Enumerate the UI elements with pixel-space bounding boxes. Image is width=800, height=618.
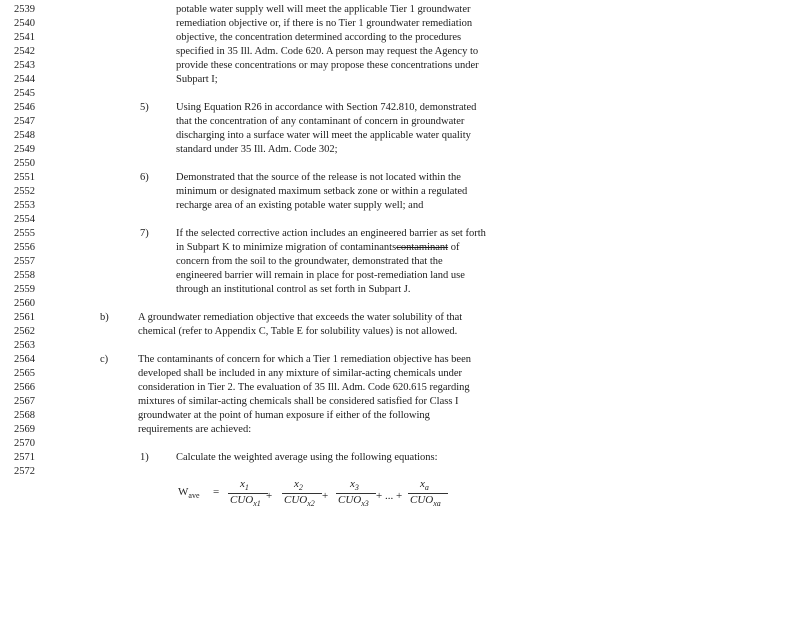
line-number: 2551: [14, 172, 35, 183]
text-line: Subpart I;: [176, 74, 218, 85]
text-line: Calculate the weighted average using the following equations:: [176, 452, 438, 463]
line-number: 2563: [14, 340, 35, 351]
line-number: 2549: [14, 144, 35, 155]
ellipsis-operator: + ... +: [376, 490, 403, 502]
line-number: 2555: [14, 228, 35, 239]
text-line: potable water supply well will meet the applicable Tier 1 groundwater: [176, 4, 471, 15]
text-line: minimum or designated maximum setback zone or within a regulated: [176, 186, 468, 197]
equals-sign: =: [213, 486, 220, 498]
line-number: 2572: [14, 466, 35, 477]
line-number: 2541: [14, 32, 35, 43]
line-number: 2558: [14, 270, 35, 281]
text-line: standard under 35 Ill. Adm. Code 302;: [176, 144, 338, 155]
line-number: 2552: [14, 186, 35, 197]
line-number: 2565: [14, 368, 35, 379]
line-number: 2548: [14, 130, 35, 141]
text-line: specified in 35 Ill. Adm. Code 620. A person may request the Agency to: [176, 46, 479, 57]
plus-operator: +: [322, 490, 329, 502]
text-line: developed shall be included in any mixture of similar-acting chemicals under: [138, 368, 463, 379]
term-2-denominator: $CUO_{x2}$: [284, 494, 315, 509]
text-line: A groundwater remediation objective that exceeds the water solubility of that: [138, 312, 463, 323]
term-3-denominator: $CUO_{x3}$: [338, 494, 369, 509]
text-line: that the concentration of any contaminant of concern in groundwater: [176, 116, 465, 127]
text-line: requirements are achieved:: [138, 424, 252, 435]
line-number: 2559: [14, 284, 35, 295]
line-number: 2568: [14, 410, 35, 421]
line-number: 2544: [14, 74, 35, 85]
term-a-numerator: $x_a$: [420, 478, 429, 493]
text-line: objective, the concentration determined according to the procedures: [176, 32, 462, 43]
term-2-numerator: $x_2$: [294, 478, 303, 493]
line-number: 2540: [14, 18, 35, 29]
equation-lhs: [178, 486, 200, 500]
item-label: 5): [140, 102, 149, 113]
text-line: groundwater at the point of human exposure if either of the following: [138, 410, 430, 421]
struck-text: contaminant: [396, 242, 449, 253]
line-number: 2550: [14, 158, 35, 169]
line-number: 2556: [14, 242, 35, 253]
text-line: If the selected corrective action includes an engineered barrier as set forth: [176, 228, 486, 239]
text-line: provide these concentrations or may propose these concentrations under: [176, 60, 479, 71]
term-1-numerator: $x_1$: [240, 478, 249, 493]
text-line: through an institutional control as set forth in Subpart J.: [176, 284, 411, 295]
text-line: chemical (refer to Appendix C, Table E for solubility values) is not allowed.: [138, 326, 458, 337]
term-1-denominator: $CUO_{x1}$: [230, 494, 261, 509]
item-label: 7): [140, 228, 149, 239]
line-number: 2542: [14, 46, 35, 57]
text-line: remediation objective or, if there is no Tier 1 groundwater remediation: [176, 18, 473, 29]
text-segment: of: [448, 242, 460, 253]
text-line: Demonstrated that the source of the release is not located within the: [176, 172, 461, 183]
text-line: concern from the soil to the groundwater, demonstrated that the: [176, 256, 443, 267]
text-segment: in Subpart K to minimize migration of: [176, 242, 341, 253]
line-number: 2547: [14, 116, 35, 127]
text-line: recharge area of an existing potable water supply well; and: [176, 200, 424, 211]
text-line-with-amendment: [176, 242, 459, 254]
line-number: 2567: [14, 396, 35, 407]
line-number: 2561: [14, 312, 35, 323]
plus-operator: +: [266, 490, 273, 502]
item-label: 6): [140, 172, 149, 183]
line-number: 2562: [14, 326, 35, 337]
line-number: 2554: [14, 214, 35, 225]
text-line: discharging into a surface water will meet the applicable water quality: [176, 130, 471, 141]
item-label: b): [100, 312, 109, 323]
text-line: The contaminants of concern for which a Tier 1 remediation objective has been: [138, 354, 471, 365]
line-number: 2543: [14, 60, 35, 71]
line-number: 2569: [14, 424, 35, 435]
line-number: 2571: [14, 452, 35, 463]
text-line: engineered barrier will remain in place for post-remediation land use: [176, 270, 465, 281]
text-line: consideration in Tier 2. The evaluation of 35 Ill. Adm. Code 620.615 regarding: [138, 382, 470, 393]
equation-lhs-symbol: W: [178, 486, 189, 498]
inserted-text: contaminants: [340, 242, 397, 253]
term-3-numerator: $x_3$: [350, 478, 359, 493]
line-number: 2553: [14, 200, 35, 211]
line-number: 2545: [14, 88, 35, 99]
text-line: mixtures of similar-acting chemicals shall be considered satisfied for Class I: [138, 396, 459, 407]
line-number: 2570: [14, 438, 35, 449]
equation-lhs-subscript: ave: [188, 491, 200, 501]
line-number: 2557: [14, 256, 35, 267]
line-number: 2564: [14, 354, 35, 365]
line-number: 2560: [14, 298, 35, 309]
text-line: Using Equation R26 in accordance with Section 742.810, demonstrated: [176, 102, 477, 113]
line-number: 2546: [14, 102, 35, 113]
item-label: c): [100, 354, 109, 365]
term-a-denominator: $CUO_{xa}$: [410, 494, 441, 509]
line-number: 2566: [14, 382, 35, 393]
item-label: 1): [140, 452, 149, 463]
line-number: 2539: [14, 4, 35, 15]
